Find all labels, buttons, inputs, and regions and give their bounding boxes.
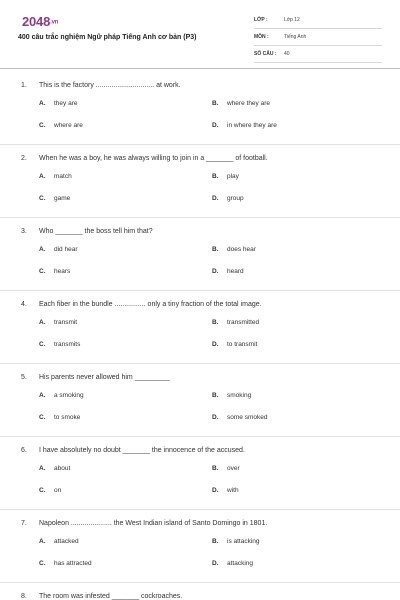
option-text: they are [54, 100, 78, 107]
question-stem [0, 370, 400, 386]
option-text: with [227, 487, 239, 494]
meta-class-label: LỚP : [254, 17, 268, 23]
option-text: play [227, 173, 239, 180]
option-letter: B. [212, 465, 219, 472]
option-b[interactable] [212, 465, 240, 472]
question-item [0, 516, 400, 576]
option-a[interactable] [39, 246, 78, 253]
question-stem [0, 589, 400, 600]
option-row [0, 94, 400, 116]
option-d[interactable] [212, 487, 239, 494]
option-text: match [54, 173, 72, 180]
option-d[interactable] [212, 414, 267, 421]
question-number: 3. [21, 228, 27, 235]
option-letter: A. [39, 246, 46, 253]
option-letter: A. [39, 100, 46, 107]
question-stem [0, 297, 400, 313]
option-text: to transmit [227, 341, 258, 348]
option-text: game [54, 195, 71, 202]
question-item [0, 443, 400, 503]
question-divider [0, 144, 400, 145]
option-row [0, 459, 400, 481]
question-stem [0, 224, 400, 240]
meta-subject-label: MÔN : [254, 34, 269, 40]
option-letter: D. [212, 414, 219, 421]
option-text: hears [54, 268, 71, 275]
option-letter: D. [212, 341, 219, 348]
option-letter: B. [212, 246, 219, 253]
option-letter: A. [39, 173, 46, 180]
option-b[interactable] [212, 173, 239, 180]
option-c[interactable] [39, 195, 70, 202]
option-text: over [227, 465, 240, 472]
option-a[interactable] [39, 319, 77, 326]
option-letter: A. [39, 538, 46, 545]
site-logo[interactable] [22, 14, 58, 29]
option-d[interactable] [212, 195, 244, 202]
option-text: transmit [54, 319, 78, 326]
option-row [0, 532, 400, 554]
option-text: about [54, 465, 71, 472]
question-stem [0, 151, 400, 167]
option-letter: B. [212, 392, 219, 399]
option-text: some smoked [227, 414, 268, 421]
option-letter: D. [212, 487, 219, 494]
question-number: 6. [21, 447, 27, 454]
option-text: did hear [54, 246, 78, 253]
option-letter: A. [39, 392, 46, 399]
option-text: where they are [227, 100, 270, 107]
option-letter: D. [212, 195, 219, 202]
option-letter: B. [212, 538, 219, 545]
option-text: is attacking [227, 538, 260, 545]
option-letter: B. [212, 319, 219, 326]
option-row [0, 189, 400, 211]
document-title: 400 câu trắc nghiệm Ngữ pháp Tiếng Anh cơ bản (P3) [18, 34, 197, 41]
option-d[interactable] [212, 560, 253, 567]
meta-class-row [254, 16, 382, 29]
question-stem [0, 516, 400, 532]
option-a[interactable] [39, 392, 84, 399]
option-letter: C. [39, 414, 46, 421]
question-number: 4. [21, 301, 27, 308]
option-row [0, 313, 400, 335]
option-row [0, 262, 400, 284]
option-text: smoking [227, 392, 252, 399]
option-letter: B. [212, 100, 219, 107]
option-letter: C. [39, 268, 46, 275]
question-text: Each fiber in the bundle ................ only a tiny fraction of the total image. [39, 301, 262, 308]
option-c[interactable] [39, 560, 92, 567]
option-row [0, 240, 400, 262]
document-meta [254, 16, 382, 67]
question-divider [0, 363, 400, 364]
question-divider [0, 217, 400, 218]
logo-main: 2048 [22, 14, 51, 29]
option-text: attacking [227, 560, 254, 567]
option-text: does hear [227, 246, 256, 253]
header-divider [0, 68, 400, 69]
option-letter: D. [212, 560, 219, 567]
meta-count-value: 40 [284, 51, 290, 57]
option-letter: A. [39, 319, 46, 326]
option-a[interactable] [39, 465, 70, 472]
option-letter: A. [39, 465, 46, 472]
question-text: Who _______ the boss tell him that? [39, 228, 153, 235]
document-header [0, 0, 400, 68]
meta-subject-value: Tiếng Anh [284, 34, 307, 40]
option-c[interactable] [39, 341, 80, 348]
option-text: on [54, 487, 62, 494]
question-item [0, 589, 400, 600]
option-text: has attracted [54, 560, 92, 567]
option-a[interactable] [39, 538, 79, 545]
option-text: to smoke [54, 414, 81, 421]
option-text: in where they are [227, 122, 277, 129]
option-letter: C. [39, 487, 46, 494]
question-stem [0, 443, 400, 459]
option-letter: C. [39, 195, 46, 202]
question-number: 8. [21, 593, 27, 600]
option-letter: B. [212, 173, 219, 180]
option-row [0, 386, 400, 408]
question-text: His parents never allowed him _________ [39, 374, 170, 381]
question-divider [0, 582, 400, 583]
option-row [0, 335, 400, 357]
question-stem [0, 78, 400, 94]
question-item [0, 224, 400, 284]
option-row [0, 554, 400, 576]
meta-class-value: Lớp 12 [284, 17, 300, 23]
question-number: 1. [21, 82, 27, 89]
question-item [0, 297, 400, 357]
option-row [0, 116, 400, 138]
option-row [0, 167, 400, 189]
option-b[interactable] [212, 100, 270, 107]
meta-subject-row [254, 33, 382, 46]
meta-count-label: SỐ CÂU : [254, 51, 277, 57]
option-d[interactable] [212, 341, 257, 348]
question-text: Napoleon ..................... the West Indian island of Santo Domingo in 1801. [39, 520, 268, 527]
question-list [0, 78, 400, 600]
question-item [0, 151, 400, 211]
option-b[interactable] [212, 319, 259, 326]
option-a[interactable] [39, 173, 72, 180]
question-number: 2. [21, 155, 27, 162]
option-text: where are [54, 122, 83, 129]
option-text: attacked [54, 538, 79, 545]
option-d[interactable] [212, 268, 244, 275]
option-c[interactable] [39, 487, 61, 494]
option-letter: D. [212, 268, 219, 275]
option-text: heard [227, 268, 244, 275]
option-text: transmits [54, 341, 81, 348]
option-letter: C. [39, 122, 46, 129]
question-text: I have absolutely no doubt _______ the innocence of the accused. [39, 447, 245, 454]
option-text: group [227, 195, 244, 202]
question-divider [0, 290, 400, 291]
option-b[interactable] [212, 246, 256, 253]
option-a[interactable] [39, 100, 78, 107]
option-letter: C. [39, 560, 46, 567]
question-divider [0, 509, 400, 510]
option-letter: D. [212, 122, 219, 129]
question-divider [0, 436, 400, 437]
option-letter: C. [39, 341, 46, 348]
option-b[interactable] [212, 538, 260, 545]
option-b[interactable] [212, 392, 251, 399]
option-c[interactable] [39, 122, 83, 129]
option-c[interactable] [39, 414, 80, 421]
option-text: a smoking [54, 392, 84, 399]
option-c[interactable] [39, 268, 70, 275]
question-text: This is the factory .............................. at work. [39, 82, 181, 89]
option-row [0, 481, 400, 503]
option-text: transmitted [227, 319, 260, 326]
logo-suffix: .vn [50, 19, 59, 26]
question-item [0, 78, 400, 138]
option-d[interactable] [212, 122, 277, 129]
question-number: 7. [21, 520, 27, 527]
meta-count-row [254, 50, 382, 63]
question-item [0, 370, 400, 430]
question-text: When he was a boy, he was always willing to join in a _______ of football. [39, 155, 268, 162]
option-row [0, 408, 400, 430]
question-number: 5. [21, 374, 27, 381]
question-text: The room was infested _______ cockroaches. [39, 593, 183, 600]
